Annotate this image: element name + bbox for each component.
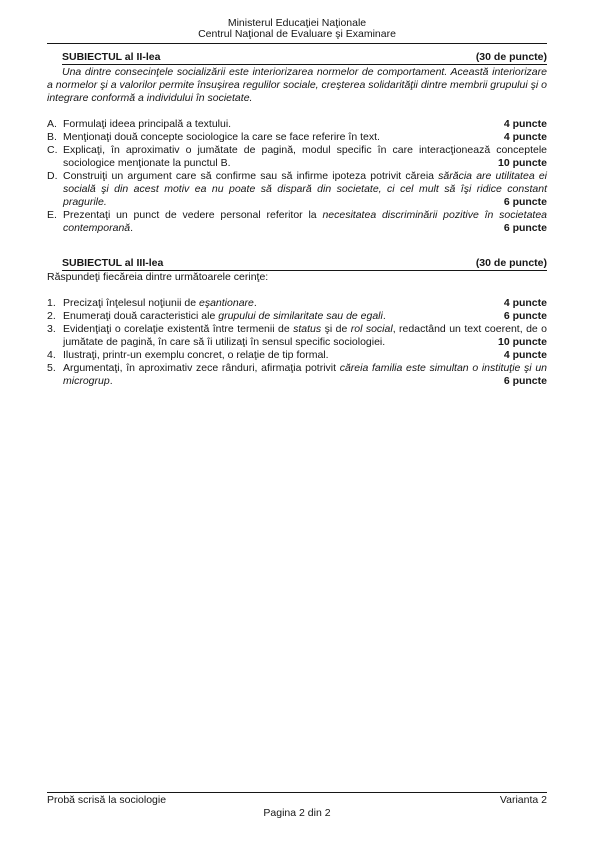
task-item-3 [47,323,547,349]
task-item-4 [47,349,547,362]
document-footer [47,792,547,820]
item-points: 10 puncte [497,157,547,169]
item-text-segment: şi de [321,323,351,335]
task-item-D [47,170,547,209]
item-points: 6 puncte [503,375,547,387]
task-item-1 [47,297,547,310]
item-points: 6 puncte [503,310,547,322]
item-text [63,310,547,323]
footer-row [47,794,547,807]
task-item-A [47,118,547,131]
item-text-segment: . [253,297,257,309]
item-text-segment: , redactând un text coerent, de o jumătate de pagină, în care să îi utilizaţi în sensul specific sociologiei. [63,323,548,348]
section3-points: (30 de puncte) [475,257,547,269]
item-text-segment-italic: căreia familia este simultan o instituţie şi un microgrup [63,362,547,387]
item-text-segment: Argumentaţi, în aproximativ zece rânduri, afirmaţia potrivit [63,362,340,374]
header-rule [47,43,547,44]
item-text [63,297,547,310]
item-label: 2. [47,310,56,322]
item-points: 6 puncte [503,222,547,234]
item-points: 4 puncte [503,131,547,143]
section2-intro-paragraph: Una dintre consecinţele socializării este interiorizarea normelor de comportament. Această interiorizare a normelor şi a valorilor permite însuşirea regulilor sociale, creşterea solidarităţii dintre membrii grupului şi o integrare conformă a individului în societate. [47,66,547,104]
item-text-segment: . [382,310,386,322]
item-label: 3. [47,323,56,335]
task-item-E [47,209,547,235]
item-points: 6 puncte [503,196,547,208]
item-label: E. [47,209,57,221]
section2-task-list [47,118,547,235]
section3-intro-line: Răspundeţi fiecăreia dintre următoarele cerinţe: [47,271,269,283]
item-points: 10 puncte [497,336,547,348]
item-label: 4. [47,349,56,361]
item-label: D. [47,170,58,182]
item-points: 4 puncte [503,349,547,361]
section2-title: SUBIECTUL al II-lea [62,51,161,63]
section3-title: SUBIECTUL al III-lea [62,257,164,269]
item-text-segment: Construiţi un argument care să confirme sau să infirme ipoteza potrivit căreia [63,170,439,182]
task-item-5 [47,362,547,388]
document-header [47,18,547,40]
task-item-C [47,144,547,170]
task-item-2 [47,310,547,323]
item-text-segment: Explicaţi, în aproximativ o jumătate de pagină, modul specific în care interacţionează conceptele sociologice menţionate la punctul B. [63,144,547,169]
header-org-line1: Ministerul Educaţiei Naţionale [227,17,367,29]
item-points: 4 puncte [503,118,547,130]
item-text-segment: Precizaţi înţelesul noţiunii de [63,297,199,309]
item-text [63,209,547,235]
section2-points: (30 de puncte) [475,51,547,63]
footer-variant: Varianta 2 [499,794,547,806]
section2-heading [62,51,547,65]
item-label: A. [47,118,57,130]
item-label: C. [47,144,58,156]
item-text-segment: Formulaţi ideea principală a textului. [63,118,232,130]
task-item-B [47,131,547,144]
item-text-segment: . [130,222,134,234]
item-text-segment: . [109,375,113,387]
header-org-line2: Centrul Naţional de Evaluare şi Examinare [198,28,396,40]
item-points: 4 puncte [503,297,547,309]
item-text [63,170,547,209]
section3-task-list [47,297,547,388]
section3-heading [62,257,547,271]
footer-exam-name: Probă scrisă la sociologie [47,794,167,806]
item-text [63,349,547,362]
item-text-segment: Prezentaţi un punct de vedere personal referitor la [63,209,323,221]
item-text-segment-italic: eşantionare [199,297,254,309]
item-label: 5. [47,362,56,374]
footer-page-number: Pagina 2 din 2 [263,807,331,819]
item-text-segment-italic: grupului de similaritate sau de egali [218,310,383,322]
item-text [63,144,547,170]
item-text-segment-italic: rol social [350,323,393,335]
item-text-segment: Ilustraţi, printr-un exemplu concret, o relaţie de tip formal. [63,349,329,361]
item-text-segment-italic: status [293,323,322,335]
item-text-segment-italic: necesitatea discriminării pozitive în societatea contemporană [63,209,547,234]
item-text [63,323,547,349]
item-text [63,118,547,131]
item-text-segment: Evidenţiaţi o corelaţie existentă între termenii de [63,323,294,335]
item-text-segment-italic: sărăcia are utilitatea ei socială şi din acest motiv ea nu poate să dispară din societate, ci cel mult să îşi ridice constant pragurile. [63,170,548,208]
item-label: 1. [47,297,56,309]
item-text-segment: Menţionaţi două concepte sociologice la care se face referire în text. [63,131,380,143]
item-text-segment: Enumeraţi două caracteristici ale [63,310,219,322]
item-label: B. [47,131,57,143]
item-text [63,362,547,388]
item-text [63,131,547,144]
